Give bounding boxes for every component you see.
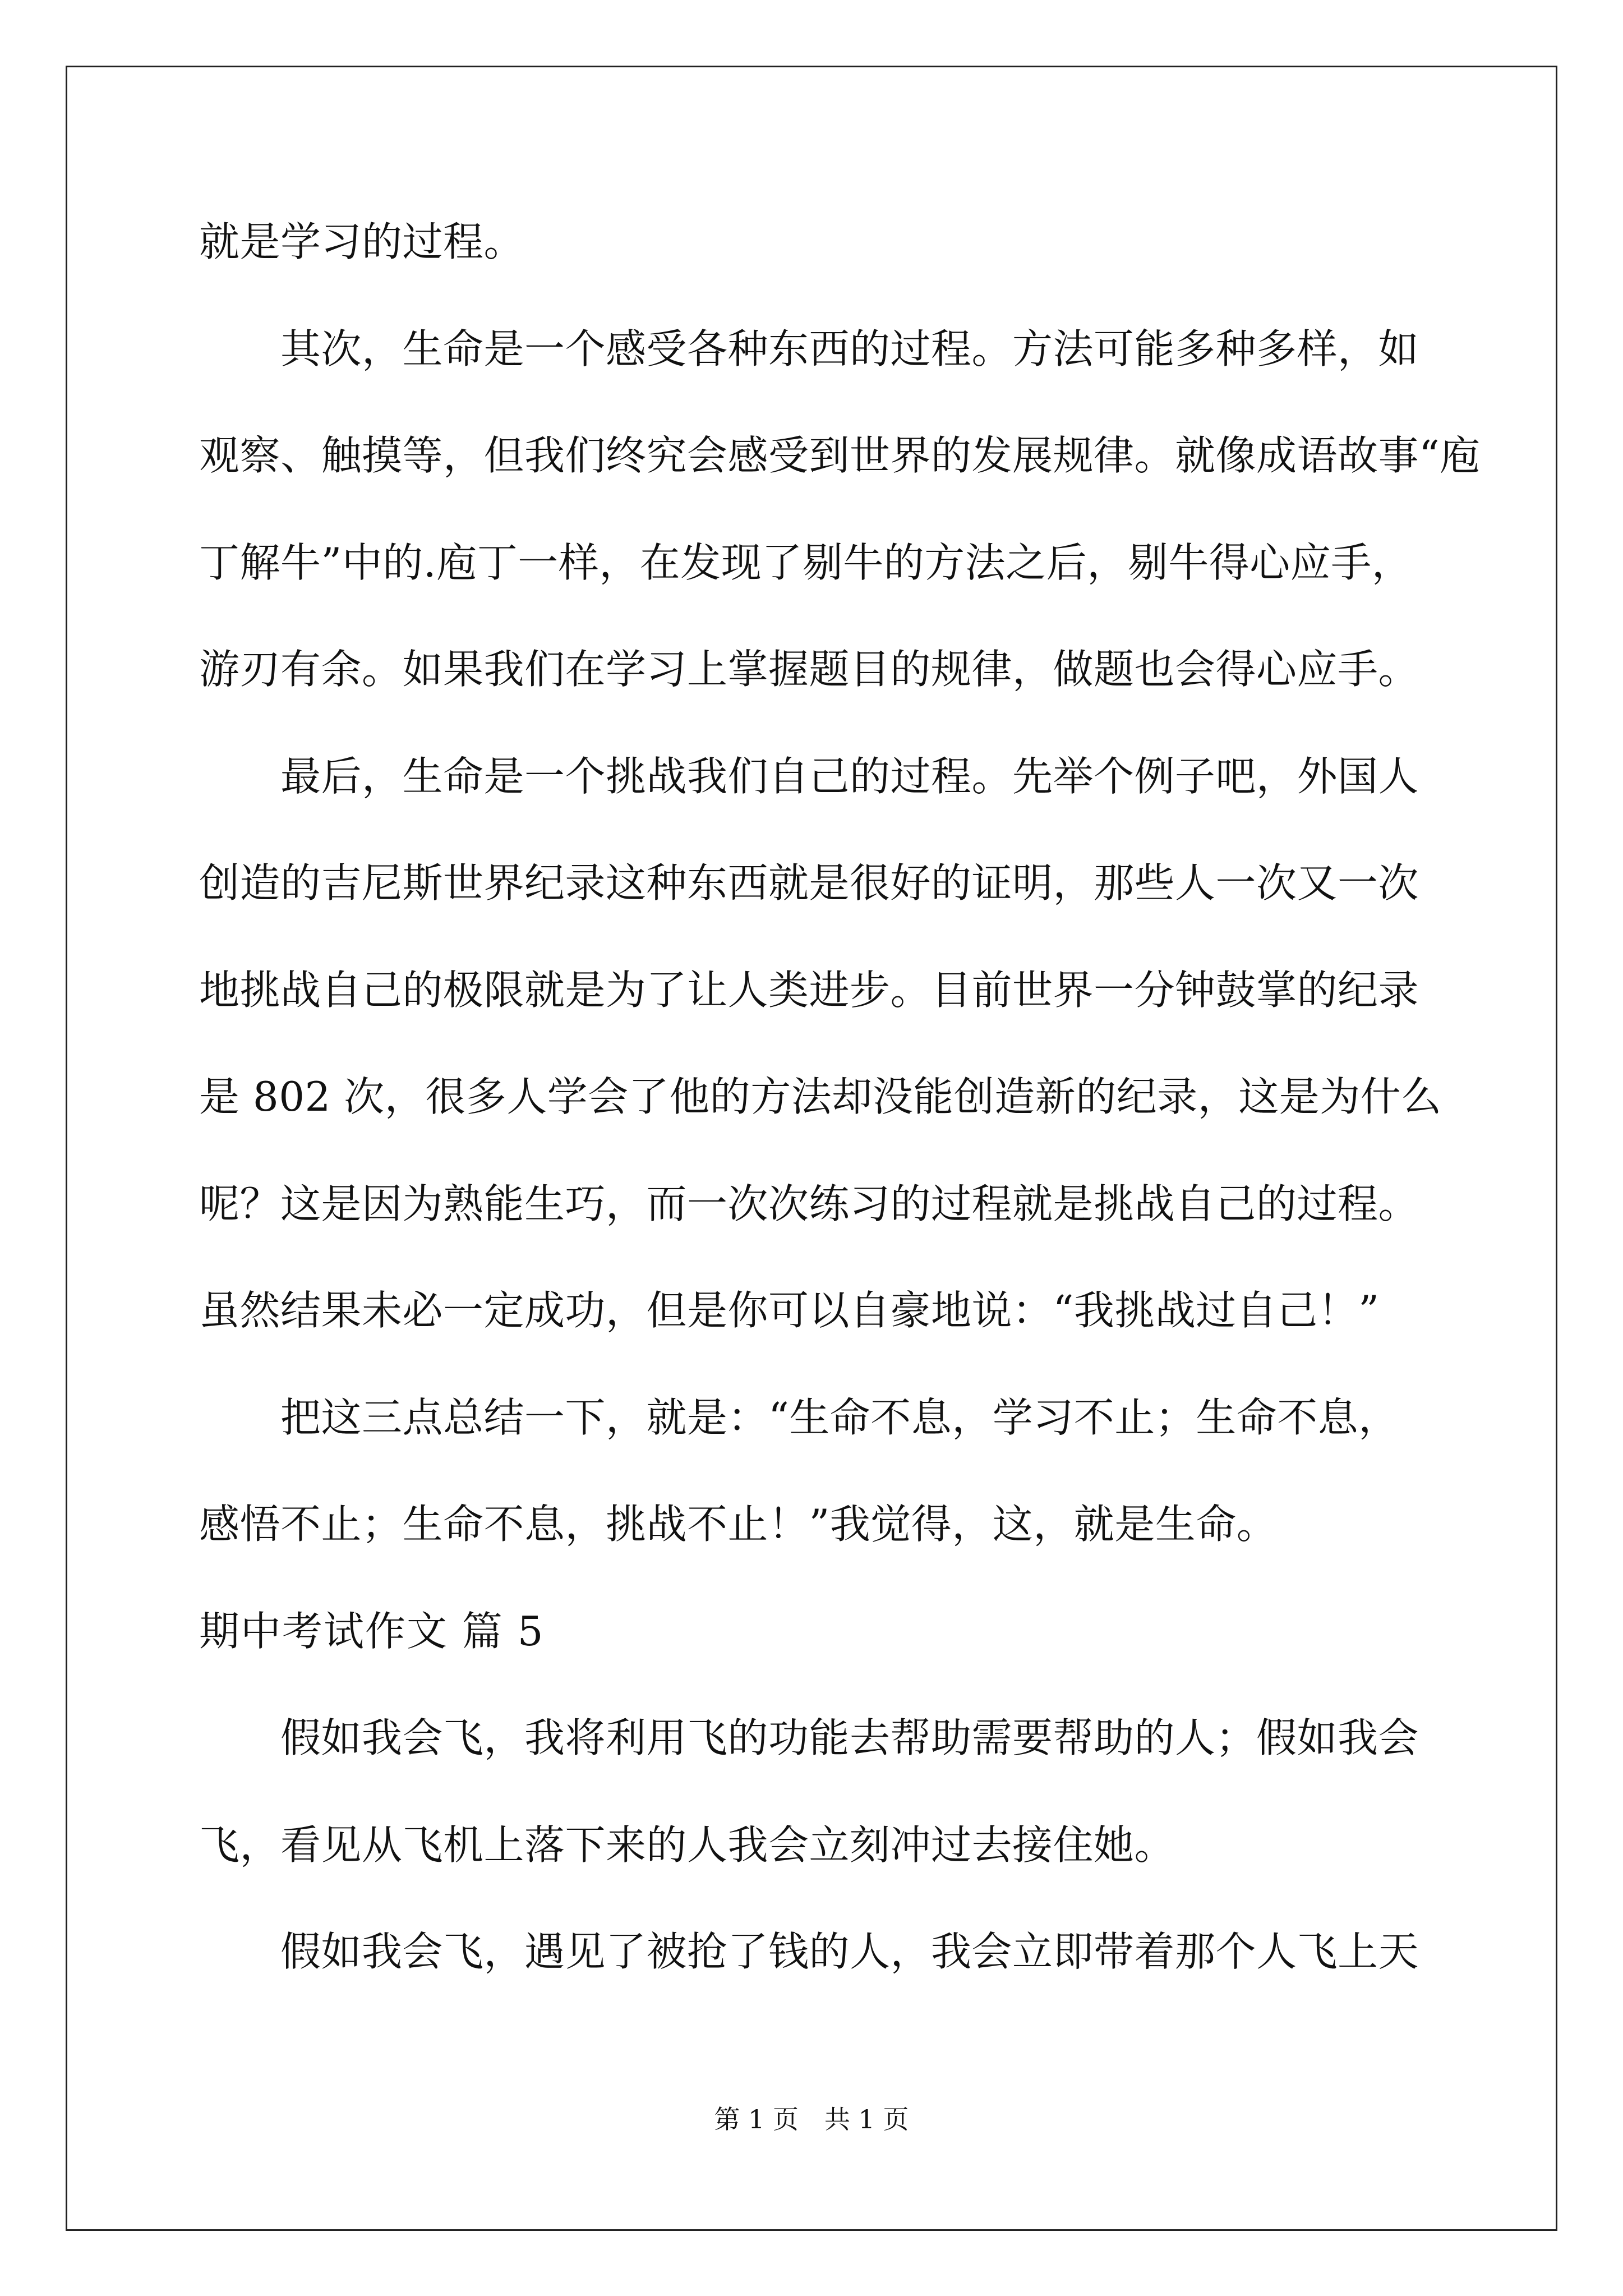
paragraph-line: 游刃有余。如果我们在学习上掌握题目的规律，做题也会得心应手。 bbox=[199, 646, 1419, 693]
paragraph-line: 假如我会飞，我将利用飞的功能去帮助需要帮助的人；假如我会 bbox=[280, 1714, 1419, 1761]
paragraph-line: 呢？这是因为熟能生巧，而一次次练习的过程就是挑战自己的过程。 bbox=[199, 1180, 1419, 1227]
paragraph-line: 飞，看见从飞机上落下来的人我会立刻冲过去接住她。 bbox=[199, 1821, 1175, 1869]
paragraph-line: 观察、触摸等，但我们终究会感受到世界的发展规律。就像成语故事“庖 bbox=[199, 432, 1481, 479]
page-number-footer: 第 1 页 共 1 页 bbox=[714, 2104, 909, 2134]
paragraph-line: 丁解牛”中的.庖丁一样，在发现了剔牛的方法之后，剔牛得心应手， bbox=[199, 539, 1413, 586]
paragraph-line: 虽然结果未必一定成功，但是你可以自豪地说：“我挑战过自己！” bbox=[199, 1287, 1380, 1334]
paragraph-line: 假如我会飞，遇见了被抢了钱的人，我会立即带着那个人飞上天 bbox=[280, 1928, 1419, 1975]
document-body bbox=[199, 218, 1481, 2039]
paragraph-line: 是 802 次，很多人学会了他的方法却没能创造新的纪录，这是为什么 bbox=[199, 1073, 1442, 1120]
paragraph-line: 把这三点总结一下，就是：“生命不息，学习不止；生命不息， bbox=[280, 1393, 1399, 1441]
paragraph-line: 其次，生命是一个感受各种东西的过程。方法可能多种多样，如 bbox=[280, 325, 1419, 372]
paragraph-line: 最后，生命是一个挑战我们自己的过程。先举个例子吧，外国人 bbox=[280, 752, 1419, 800]
paragraph-line: 就是学习的过程。 bbox=[199, 218, 525, 265]
paragraph-line: 感悟不止；生命不息，挑战不止！”我觉得，这，就是生命。 bbox=[199, 1501, 1278, 1548]
section-heading: 期中考试作文 篇 5 bbox=[199, 1607, 545, 1655]
paragraph-line: 创造的吉尼斯世界纪录这种东西就是很好的证明，那些人一次又一次 bbox=[199, 859, 1419, 907]
paragraph-line: 地挑战自己的极限就是为了让人类进步。目前世界一分钟鼓掌的纪录 bbox=[199, 966, 1419, 1014]
